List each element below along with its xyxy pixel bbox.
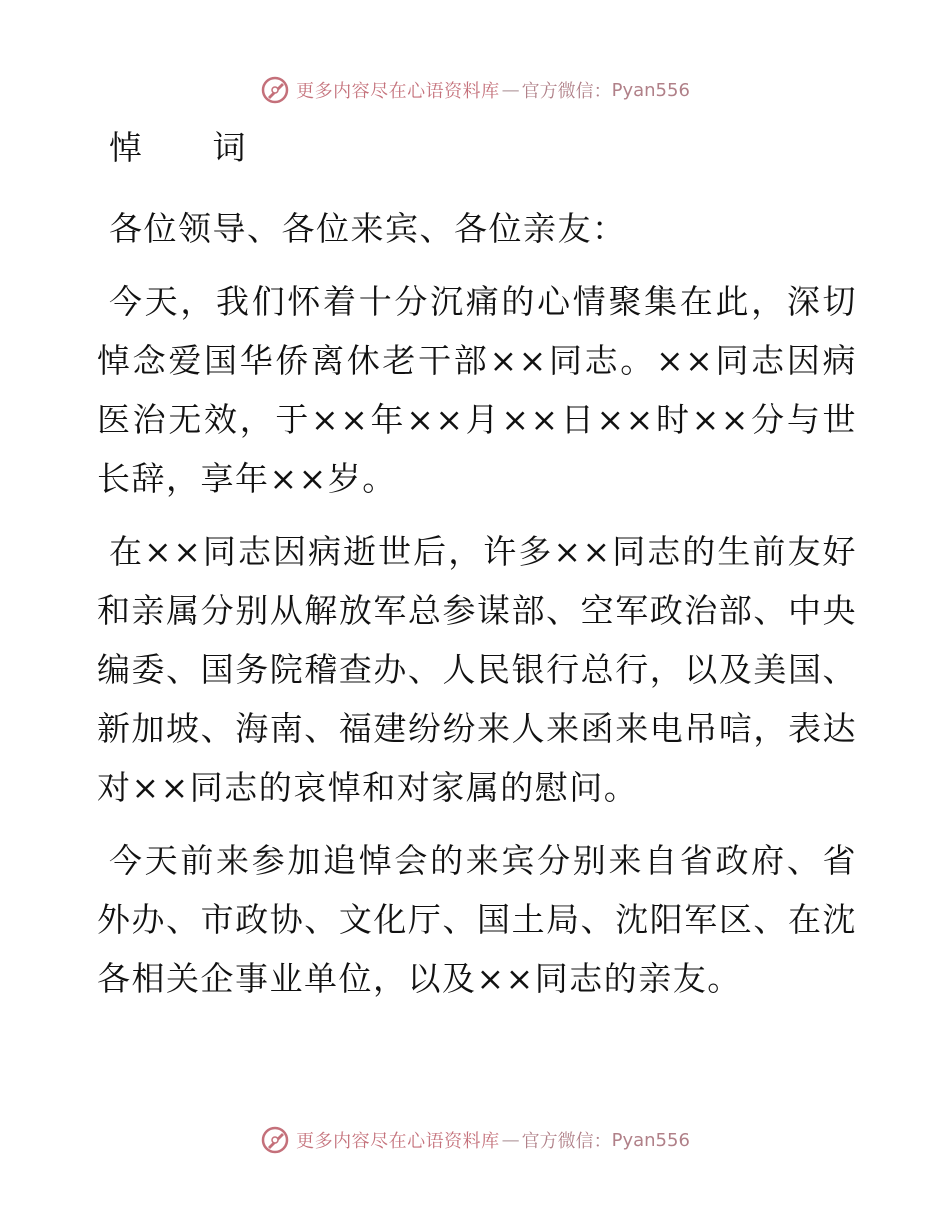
quill-logo-icon	[260, 75, 290, 105]
watermark-account: Pyan556	[611, 79, 690, 101]
paragraph-opening: 今天，我们怀着十分沉痛的心情聚集在此，深切悼念爱国华侨离休老干部××同志。××同志因病医治无效，于××年××月××日××时××分与世长辞，享年××岁。	[97, 282, 857, 498]
header-watermark	[0, 70, 950, 110]
footer-watermark	[0, 1120, 950, 1160]
paragraph-condolences: 在××同志因病逝世后，许多××同志的生前友好和亲属分别从解放军总参谋部、空军政治部、中央编委、国务院稽查办、人民银行总行，以及美国、新加坡、海南、福建纷纷来人来函来电吊唁，表达对××同志的哀悼和对家属的慰问。	[97, 532, 857, 807]
watermark-text: 更多内容尽在心语资料库	[296, 81, 500, 102]
watermark-separator: —	[501, 79, 520, 101]
watermark-official-label: 官方微信：	[521, 81, 612, 102]
paragraph-attendees: 今天前来参加追悼会的来宾分别来自省政府、省外办、市政协、文化厅、国土局、沈阳军区、在沈各相关企事业单位，以及××同志的亲友。	[97, 841, 857, 998]
watermark-account: Pyan556	[611, 1129, 690, 1151]
document-body	[97, 118, 857, 1022]
quill-logo-icon	[260, 1125, 290, 1155]
paragraph-salutation: 各位领导、各位来宾、各位亲友：	[109, 209, 627, 248]
watermark-separator: —	[501, 1129, 520, 1151]
watermark-official-label: 官方微信：	[521, 1131, 612, 1152]
watermark-text: 更多内容尽在心语资料库	[296, 1131, 500, 1152]
document-title: 悼 词	[109, 128, 276, 167]
